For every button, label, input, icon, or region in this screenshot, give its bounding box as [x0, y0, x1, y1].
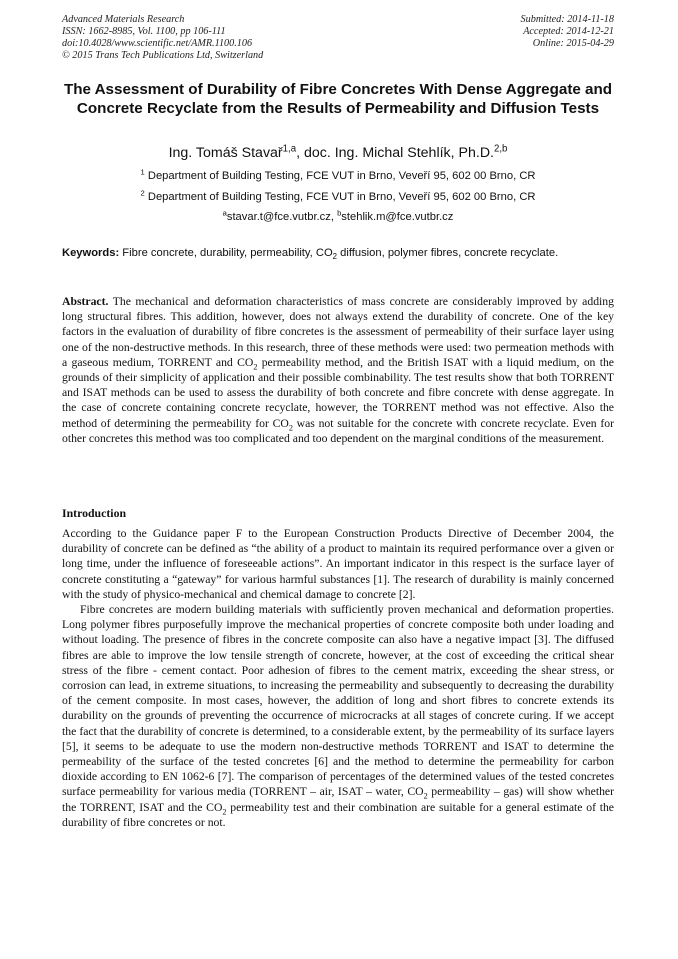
introduction-body	[62, 526, 614, 830]
affiliation-1-text: Department of Building Testing, FCE VUT in Brno, Veveří 95, 602 00 Brno, CR	[147, 170, 536, 182]
journal-info	[62, 14, 263, 62]
intro-paragraph-2-text-2: permeability – gas) will show whether the TORRENT, ISAT and the CO	[62, 785, 615, 814]
journal-name: Advanced Materials Research	[62, 14, 185, 25]
intro-sub-1: 2	[423, 791, 428, 801]
keywords-label: Keywords:	[62, 247, 120, 259]
email-a-sup: a	[222, 208, 227, 218]
affiliation-1	[62, 167, 614, 182]
abstract-label: Abstract.	[62, 295, 109, 308]
abstract-sub-1: 2	[253, 362, 258, 372]
abstract-text-2: permeability method, and the British ISAT with a liquid medium, on the grounds of their simplicity of application and their possible combinability. The test results show that both TORRENT and ISAT methods can be used to assess the durability of both concrete and fibre concrete with dense aggregate. In the case of concrete containing concrete recyclate, however, the TORRENT method was not effective. Also the method of determining the permeability for CO	[62, 355, 614, 430]
email-b[interactable]: stehlik.m@fce.vutbr.cz	[341, 211, 454, 223]
author-2: , doc. Ing. Michal Stehlík, Ph.D.	[296, 145, 495, 161]
abstract	[62, 294, 614, 446]
submitted-date: Submitted: 2014-11-18	[520, 14, 614, 25]
journal-doi: doi:10.4028/www.scientific.net/AMR.1100.106	[62, 38, 253, 49]
affiliation-1-sup: 1	[140, 167, 145, 177]
journal-copyright: © 2015 Trans Tech Publications Ltd, Switzerland	[62, 50, 264, 61]
email-a[interactable]: stavar.t@fce.vutbr.cz,	[226, 211, 338, 223]
affiliation-2	[62, 188, 614, 203]
accepted-date: Accepted: 2014-12-21	[523, 26, 614, 37]
author-1-sup: 1,a	[282, 143, 297, 155]
affiliation-2-text: Department of Building Testing, FCE VUT in Brno, Veveří 95, 602 00 Brno, CR	[147, 191, 536, 203]
paper-title: The Assessment of Durability of Fibre Concretes With Dense Aggregate and Concrete Recyclate from the Results of Permeability and Diffusion Tests	[63, 81, 613, 117]
section-heading-introduction: Introduction	[62, 506, 127, 520]
keywords-text-2: diffusion, polymer fibres, concrete recyclate.	[337, 247, 559, 259]
author-line	[62, 145, 614, 161]
affiliation-2-sup: 2	[140, 188, 145, 198]
intro-paragraph-2-text-1: Fibre concretes are modern building materials with sufficiently proven mechanical and deformation properties. Long polymer fibres purposefully improve the mechanical properties of concrete composite both under loading and without loading. The presence of fibres in the concrete composite can also have a negative impact [3]. The diffused fibres are able to improve the low tensile strength of concrete, however, at the cost of exceeding the critical shear stress of the fibre - cement contact. Poor adhesion of fibres to the cement matrix, exceeding the shear stress, or corrosion can lead, in extreme situations, to increasing the permeability and subsequently to decreasing the durability of the cement composite. In most cases, however, the addition of long and short fibres to concrete extends its durability on the grounds of preventing the occurrence of microcracks at all stages of concrete curing. If we accept the fact that the durability of concrete is determined, to a considerable extent, by the permeability of its surface layers [5], it seems to be adequate to use the modern non-destructive methods TORRENT and ISAT to determine the permeability of the surface of the tested concretes [6] and the method to determine the permeability for carbon dioxide according to EN 1062-6 [7]. The comparison of percentages of the determined values of the tested concretes surface permeability for various media (TORRENT – air, ISAT – water, CO	[62, 603, 614, 799]
email-b-sup: b	[337, 208, 342, 218]
abstract-text-3: was not suitable for the concrete with concrete recyclate. Even for other concretes this method was too complicated and too dependent on the marginal conditions of the measurement.	[62, 416, 614, 445]
author-2-sup: 2,b	[494, 143, 508, 155]
keywords-text-1: Fibre concrete, durability, permeability, CO	[119, 247, 333, 259]
keywords	[62, 246, 614, 261]
journal-issn: ISSN: 1662-8985, Vol. 1100, pp 106-111	[62, 26, 226, 37]
intro-paragraph-1: According to the Guidance paper F to the European Construction Products Directive of December 2004, the durability of concrete can be defined as “the ability of a product to maintain its required performance over a given or long time, under the influence of foreseeable actions”. An important indicator in this respect is the surface layer of concrete constituting a “gateway” for various harmful substances [1]. The research of durability is mainly concerned with the study of physico-mechanical and chemical damage to concrete [2].	[62, 527, 614, 601]
intro-paragraph-2	[62, 602, 614, 830]
email-line	[62, 208, 614, 223]
author-1: Ing. Tomáš Stavař	[168, 145, 283, 161]
online-date: Online: 2015-04-29	[532, 38, 614, 49]
abstract-sub-2: 2	[288, 422, 293, 432]
intro-paragraph-2-text-3: permeability test and their combination are suitable for a general estimate of the durability of fibre concretes or not.	[62, 800, 614, 829]
abstract-text-1: The mechanical and deformation characteristics of mass concrete are considerably improved by adding long structural fibres. This addition, however, does not always extend the durability of concrete. One of the key factors in the evaluation of durability of fibre concretes is the assessment of permeability of their surface layer using one of the non-destructive methods. In this research, three of these methods were used: two permeation methods with a gaseous medium, TORRENT and CO	[62, 295, 614, 369]
submission-dates	[521, 14, 614, 50]
intro-sub-2: 2	[222, 806, 227, 816]
keywords-sub: 2	[332, 252, 338, 262]
